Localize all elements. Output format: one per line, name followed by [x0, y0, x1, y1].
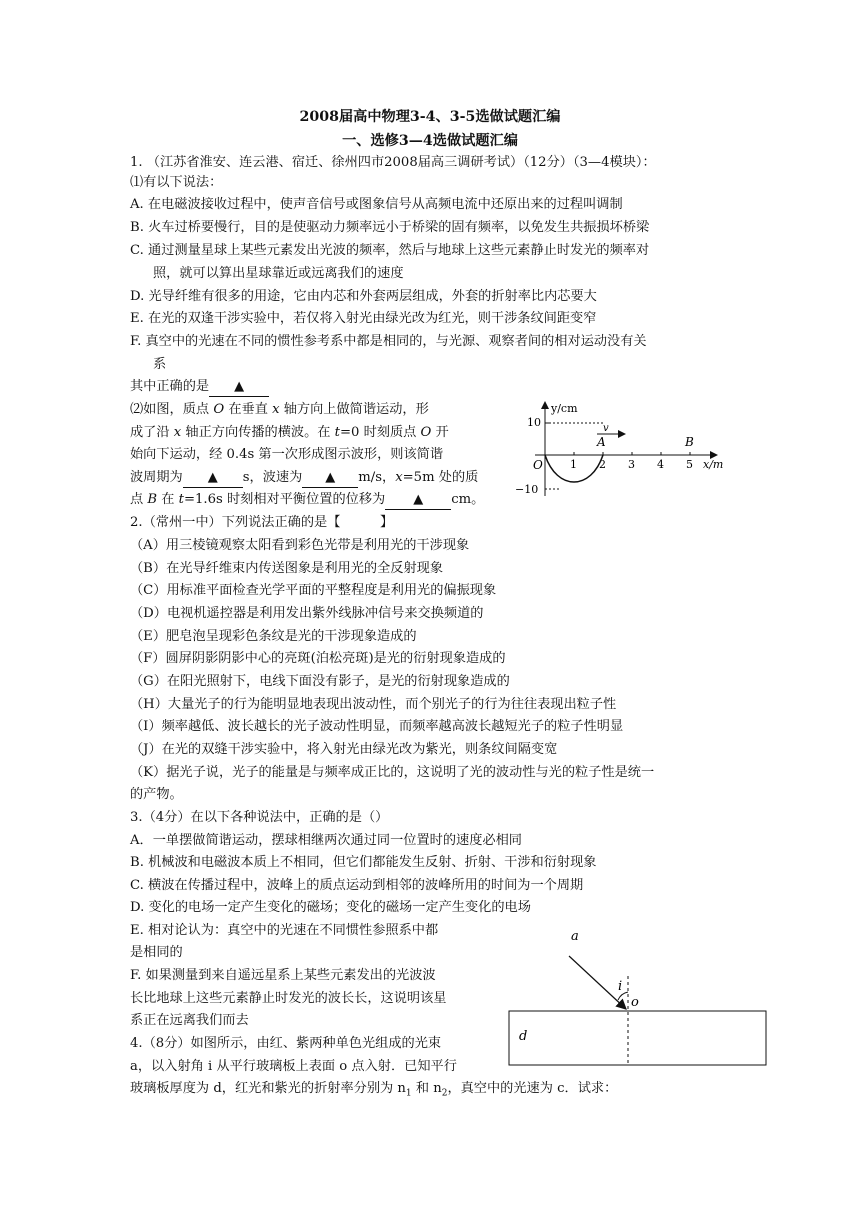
- q1-part2-line3: 始向下运动，经 0.4s 第一次形成图示波形，则该简谐: [130, 447, 444, 462]
- q1-part2-line1: ⑵如图，质点 O 在垂直 x 轴方向上做简谐运动，形: [130, 402, 429, 417]
- q2-item-f: （F）圆屏阴影阴影中心的亮斑(泊松亮斑)是光的衍射现象造成的: [130, 651, 506, 666]
- q2-item-j: （J）在光的双缝干涉实验中，将入射光由绿光改为紫光，则条纹间隔变宽: [130, 742, 558, 757]
- glass-slab-figure: [505, 920, 770, 1070]
- q3-item-c: C. 横波在传播过程中，波峰上的质点运动到相邻的波峰所用的时间为一个周期: [130, 878, 584, 893]
- q1-answer-line: [130, 378, 269, 397]
- q1-option-d: D. 光导纤维有很多的用途，它由内芯和外套两层组成，外套的折射率比内芯要大: [130, 289, 597, 304]
- q1-option-c: C. 通过测量星球上某些元素发出光波的频率，然后与地球上这些元素静止时发光的频率对: [130, 243, 650, 258]
- angle-label-i: i: [618, 979, 623, 994]
- q1-part1-intro: ⑴有以下说法：: [130, 175, 223, 190]
- x-tick-2: 2: [599, 458, 606, 471]
- y-tick-10: 10: [527, 416, 541, 429]
- section-title: 一、选修3—4选做试题汇编: [342, 133, 518, 149]
- q1-option-a: A. 在电磁波接收过程中，使声音信号或图象信号从高频电流中还原出来的过程叫调制: [130, 197, 623, 212]
- q4-line2: a，以入射角 i 从平行玻璃板上表面 o 点入射．已知平行: [130, 1059, 457, 1074]
- q2-item-c: （C）用标准平面检查光学平面的平整程度是利用光的偏振现象: [130, 583, 497, 598]
- q2-item-h: （H）大量光子的行为能明显地表现出波动性，而个别光子的行为往往表现出粒子性: [130, 697, 617, 712]
- thickness-label-d: d: [519, 1029, 528, 1044]
- q2-item-d: （D）电视机遥控器是利用发出紫外线脉冲信号来交换频道的: [130, 606, 484, 621]
- q1-answer-blank: ▲: [209, 378, 269, 397]
- q4-line3: 玻璃板厚度为 d，红光和紫光的折射率分别为 $n_1$ 和 $n_2$，真空中的光速为 c．试求：: [130, 1081, 618, 1099]
- q1-answer-prompt: 其中正确的是: [130, 379, 210, 394]
- q1-part2-line5: 点 B 在 t=1.6s 时刻相对平衡位置的位移为 ▲ cm。: [130, 491, 484, 510]
- q1-header: 1. （江苏省淮安、连云港、宿迁、徐州四市2008届高三调研考试）（12分）（3—4模块）：: [130, 155, 656, 170]
- q2-item-g: （G）在阳光照射下，电线下面没有影子，是光的衍射现象造成的: [130, 674, 510, 689]
- q3-item-e: E. 相对论认为：真空中的光速在不同惯性参照系中都: [130, 923, 439, 938]
- q2-item-k-cont: 的产物。: [130, 787, 183, 802]
- q2-item-i: （I）频率越低、波长越长的光子波动性明显，而频率越高波长越短光子的粒子性明显: [130, 719, 624, 734]
- q1-option-e: E. 在光的双逢干涉实验中，若仅将入射光由绿光改为红光，则干涉条纹间距变窄: [130, 311, 597, 326]
- q3-item-a: A．一单摆做简谐运动，摆球相继两次通过同一位置时的速度必相同: [130, 833, 522, 848]
- q2-item-a: （A）用三棱镜观察太阳看到彩色光带是利用光的干涉现象: [130, 538, 470, 553]
- point-b-label: B: [685, 435, 694, 449]
- q1-part2-line2: 成了沿 x 轴正方向传播的横波。在 t=0 时刻质点 O 开: [130, 425, 449, 440]
- x-tick-3: 3: [628, 458, 635, 471]
- displacement-blank: ▲: [385, 491, 451, 510]
- q1-part2-line4: 波周期为 ▲ s，波速为 ▲ m/s，x=5m 处的质: [130, 469, 478, 488]
- q3-header: 3.（4分）在以下各种说法中，正确的是（）: [130, 810, 389, 825]
- document-title: 2008届高中物理3-4、3-5选做试题汇编: [299, 109, 561, 125]
- origin-label: O: [533, 458, 543, 472]
- q2-item-e: （E）肥皂泡呈现彩色条纹是光的干涉现象造成的: [130, 629, 417, 644]
- period-blank: ▲: [183, 469, 243, 488]
- q1-option-c-cont: 照，就可以算出星球靠近或远离我们的速度: [153, 266, 404, 281]
- x-tick-1: 1: [570, 458, 577, 471]
- q1-option-f-cont: 系: [153, 357, 167, 372]
- q3-item-b: B. 机械波和电磁波本质上不相同，但它们都能发生反射、折射、干涉和衍射现象: [130, 855, 597, 870]
- q1-option-b: B. 火车过桥要慢行，目的是使驱动力频率远小于桥梁的固有频率，以免发生共振损坏桥梁: [130, 220, 650, 235]
- x-tick-4: 4: [657, 458, 664, 471]
- point-label-o: o: [631, 995, 639, 1010]
- q3-item-f-cont1: 长比地球上这些元素静止时发光的波长长，这说明该星: [130, 991, 447, 1006]
- wave-speed-blank: ▲: [302, 469, 358, 488]
- q2-header: 2.（常州一中）下列说法正确的是【 】: [130, 515, 394, 530]
- q3-item-f-cont2: 系正在远离我们而去: [130, 1013, 249, 1028]
- q4-line1: 4.（8分）如图所示，由红、紫两种单色光组成的光束: [130, 1036, 442, 1051]
- q3-item-e-cont: 是相同的: [130, 945, 183, 960]
- point-a-label: A: [597, 435, 606, 449]
- velocity-label: v: [603, 423, 609, 434]
- q3-item-d: D. 变化的电场一定产生变化的磁场；变化的磁场一定产生变化的电场: [130, 900, 531, 915]
- q2-item-b: （B）在光导纤维束内传送图象是利用光的全反射现象: [130, 561, 444, 576]
- y-axis-label: y/cm: [551, 402, 578, 415]
- x-axis-label: x/m: [703, 458, 724, 471]
- q1-option-f: F. 真空中的光速在不同的惯性参考系中都是相同的，与光源、观察者间的相对运动没有关: [130, 334, 647, 349]
- glass-slab: [509, 1011, 766, 1065]
- x-tick-5: 5: [686, 458, 693, 471]
- q3-item-f: F. 如果测量到来自遥远星系上某些元素发出的光波波: [130, 968, 436, 983]
- wave-graph: [505, 396, 730, 506]
- y-tick-minus10: −10: [515, 483, 539, 496]
- q2-item-k: （K）据光子说，光子的能量是与频率成正比的，这说明了光的波动性与光的粒子性是统一: [130, 765, 655, 780]
- ray-label-a: a: [571, 929, 579, 944]
